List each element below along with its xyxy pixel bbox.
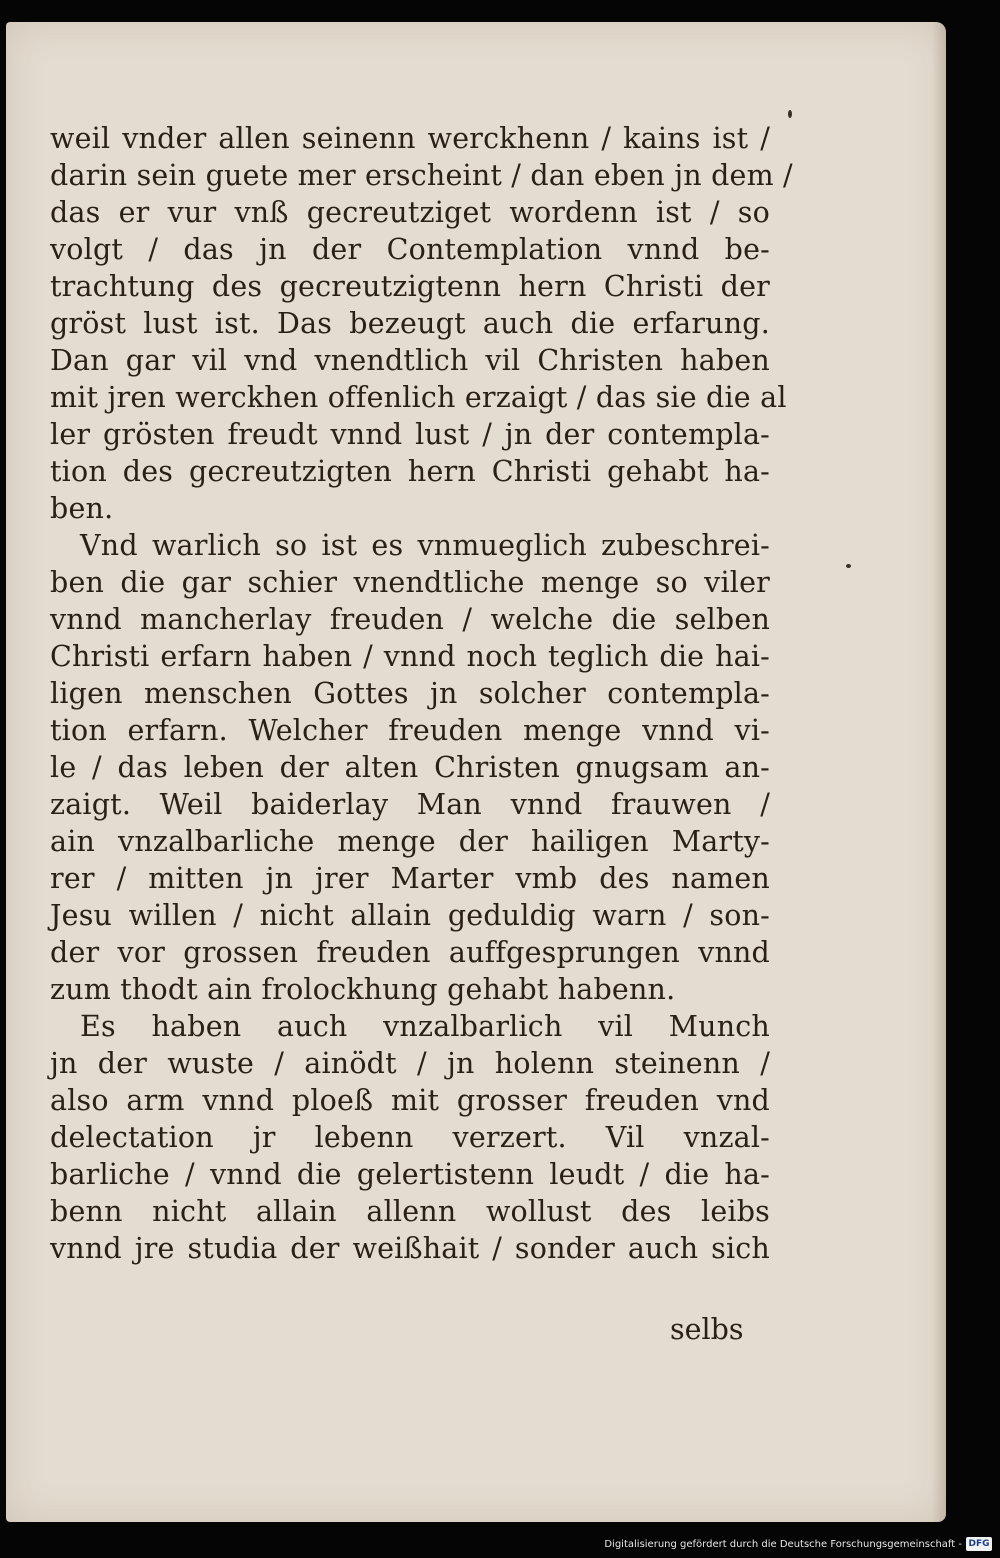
text-line: benn nicht allain allenn wollust des leibs	[50, 1195, 770, 1228]
text-line: gröst lust ist. Das bezeugt auch die erfarung.	[50, 307, 770, 340]
catchword: selbs	[670, 1313, 744, 1346]
page-edge-shadow	[932, 22, 946, 1522]
text-line-paragraph-start: Es haben auch vnzalbarlich vil Munch	[80, 1010, 770, 1043]
text-line: darin sein guete mer erscheint / dan eben jn dem /	[50, 159, 793, 192]
text-line: zaigt. Weil baiderlay Man vnnd frauwen /	[50, 788, 770, 821]
text-line-paragraph-start: Vnd warlich so ist es vnmueglich zubeschrei-	[80, 529, 770, 562]
text-line: ben die gar schier vnendtliche menge so viler	[50, 566, 770, 599]
text-line: der vor grossen freuden auffgesprungen vnnd	[50, 936, 770, 969]
text-line: vnnd mancherlay freuden / welche die selben	[50, 603, 770, 636]
text-line: Jesu willen / nicht allain geduldig warn / son-	[50, 899, 770, 932]
text-line: ligen menschen Gottes jn solcher contempla-	[50, 677, 770, 710]
text-line: das er vur vnß gecreutziget wordenn ist / so	[50, 196, 770, 229]
page-text-block	[50, 120, 793, 1267]
ink-speck	[788, 110, 792, 118]
book-page	[6, 22, 946, 1522]
text-line: delectation jr lebenn verzert. Vil vnzal-	[50, 1121, 770, 1154]
ink-speck	[846, 564, 851, 568]
text-line: also arm vnnd ploeß mit grosser freuden vnd	[50, 1084, 770, 1117]
text-line: tion des gecreutzigten hern Christi gehabt ha-	[50, 455, 770, 488]
text-line: jn der wuste / ainödt / jn holenn steinenn /	[50, 1047, 770, 1080]
dfg-logo: DFG	[966, 1537, 992, 1551]
text-line: tion erfarn. Welcher freuden menge vnnd vi-	[50, 714, 770, 747]
text-line: le / das leben der alten Christen gnugsam an-	[50, 751, 770, 784]
text-line: vnnd jre studia der weißhait / sonder auch sich	[50, 1232, 770, 1265]
text-line: volgt / das jn der Contemplation vnnd be-	[50, 233, 770, 266]
text-line: zum thodt ain frolockhung gehabt habenn.	[50, 973, 676, 1006]
text-line: ler grösten freudt vnnd lust / jn der contempla-	[50, 418, 770, 451]
text-line: ben.	[50, 492, 114, 525]
text-line: mit jren werckhen offenlich erzaigt / das sie die al	[50, 381, 787, 414]
text-line: trachtung des gecreutzigtenn hern Christi der	[50, 270, 770, 303]
text-line: ain vnzalbarliche menge der hailigen Marty-	[50, 825, 770, 858]
credit-text: Digitalisierung gefördert durch die Deutsche Forschungsgemeinschaft -	[604, 1538, 962, 1550]
text-line: rer / mitten jn jrer Marter vmb des namen	[50, 862, 770, 895]
digitization-credit	[604, 1534, 992, 1554]
text-line: Dan gar vil vnd vnendtlich vil Christen haben	[50, 344, 770, 377]
text-line: weil vnder allen seinenn werckhenn / kains ist /	[50, 122, 770, 155]
text-line: Christi erfarn haben / vnnd noch teglich die hai-	[50, 640, 770, 673]
text-line: barliche / vnnd die gelertistenn leudt / die ha-	[50, 1158, 770, 1191]
